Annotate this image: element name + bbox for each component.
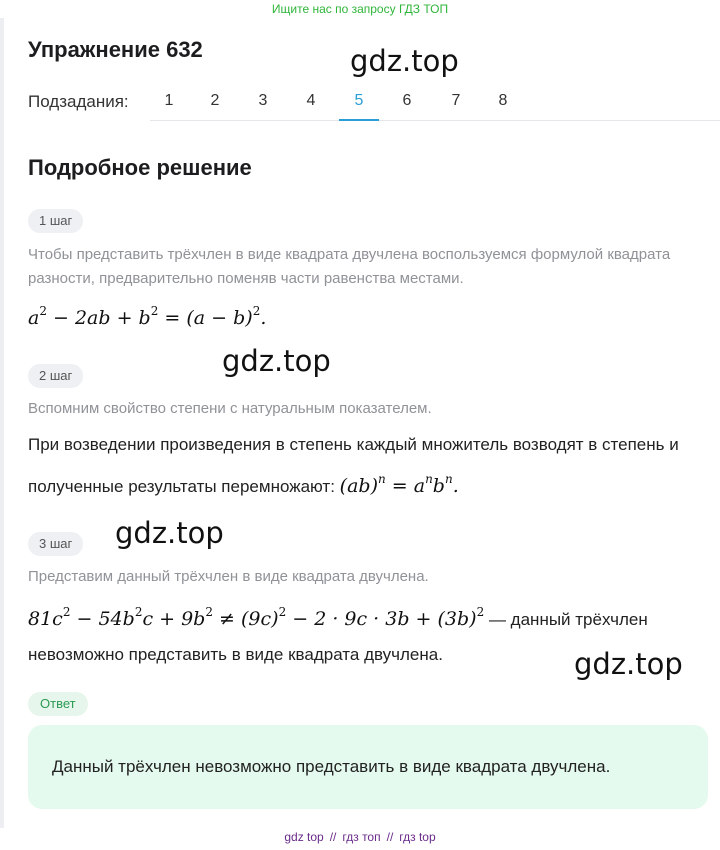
exercise-title: Упражнение 632 (28, 37, 203, 62)
top-banner[interactable]: Ищите нас по запросу ГДЗ ТОП (271, 2, 449, 16)
subtask-tab-2[interactable]: 2 (210, 92, 220, 109)
step-text-2: При возведении произведения в степень каждый множитель возводят в степень и полученные результаты перемножают: $(ab)^n = a^nb^n$. (28, 435, 679, 497)
step-hint-3: Представим данный трёхчлен в виде квадрата двучлена. (28, 568, 429, 585)
step-badge-2: 2 шаг (28, 364, 83, 388)
left-border (0, 18, 4, 828)
bottom-link-3[interactable]: гдз top (399, 830, 436, 844)
watermark: gdz.top (574, 647, 683, 681)
step-text-3: $81c^2 - 54b^2c + 9b^2 \ne (9c)^2 - 2 \cdot 9c \cdot 3b + (3b)^2$ — данный трёхчлен невозможно представить в виде квадрата двучлена. (28, 605, 648, 664)
step-badge-3: 3 шаг (28, 532, 83, 556)
separator: // (329, 830, 337, 844)
bottom-link-2[interactable]: гдз топ (342, 830, 381, 844)
bottom-links (0, 830, 720, 844)
subtasks-nav (28, 84, 708, 121)
separator: // (386, 830, 394, 844)
subtask-tab-4[interactable]: 4 (306, 92, 316, 109)
subtasks-label: Подзадания: (28, 92, 129, 111)
subtask-tab-7[interactable]: 7 (451, 92, 461, 109)
watermark: gdz.top (222, 344, 331, 378)
section-title: Подробное решение (28, 155, 252, 180)
answer-text: Данный трёхчлен невозможно представить в виде квадрата двучлена. (52, 757, 611, 776)
subtask-tab-3[interactable]: 3 (258, 92, 268, 109)
step-text-3-after: — данный трёхчлен (484, 610, 648, 629)
step-text-2-content: При возведении произведения в степень каждый множитель возводят в степень и полученные результаты перемножают: (28, 435, 679, 496)
subtask-tab-8[interactable]: 8 (498, 92, 508, 109)
bottom-link-1[interactable]: gdz top (284, 830, 324, 844)
step-hint-2: Вспомним свойство степени с натуральным показателем. (28, 400, 432, 417)
subtask-tab-6[interactable]: 6 (402, 92, 412, 109)
subtask-tab-5[interactable]: 5 (339, 84, 379, 120)
step-hint-1: Чтобы представить трёхчлен в виде квадрата двучлена воспользуемся формулой квадрата разности, предварительно поменяв части равенства местами. (28, 246, 671, 287)
watermark: gdz.top (115, 516, 224, 550)
step-badge-1: 1 шаг (28, 209, 83, 233)
step-text-3-line2: невозможно представить в виде квадрата двучлена. (28, 645, 443, 664)
subtask-tab-1[interactable]: 1 (164, 92, 174, 109)
tabs-underline (150, 120, 720, 121)
step-formula-1: $a^2 - 2ab + b^2 = (a - b)^2$. (28, 304, 267, 329)
watermark: gdz.top (350, 44, 459, 78)
answer-badge: Ответ (28, 692, 88, 716)
answer-box (28, 725, 708, 809)
